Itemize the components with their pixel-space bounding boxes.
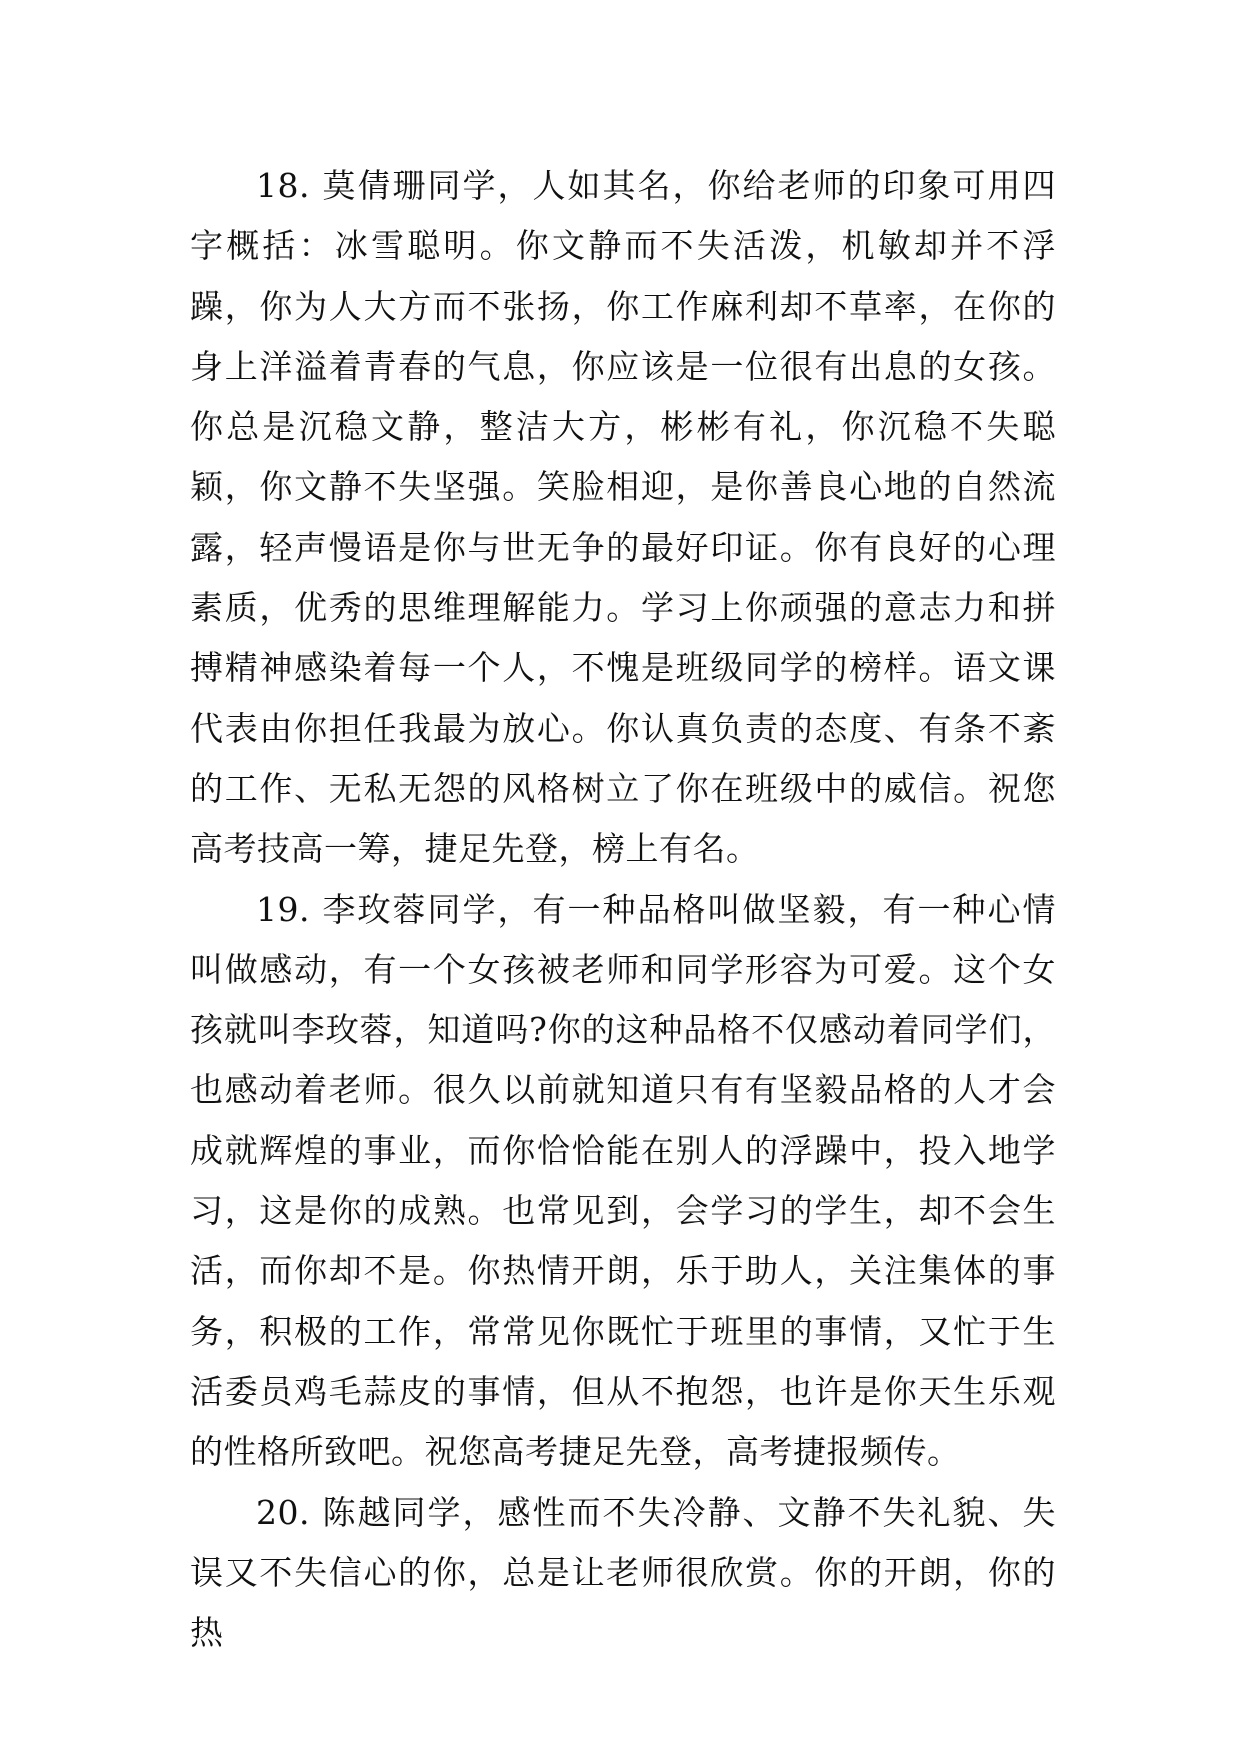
- paragraph-19: 19. 李玫蓉同学，有一种品格叫做坚毅，有一种心情叫做感动，有一个女孩被老师和同学形容为可爱。这个女孩就叫李玫蓉，知道吗?你的这种品格不仅感动着同学们，也感动着老师。很久以前就知道只有有坚毅品格的人才会成就辉煌的事业，而你恰恰能在别人的浮躁中，投入地学习，这是你的成熟。也常见到，会学习的学生，却不会生活，而你却不是。你热情开朗，乐于助人，关注集体的事务，积极的工作，常常见你既忙于班里的事情，又忙于生活委员鸡毛蒜皮的事情，但从不抱怨，也许是你天生乐观的性格所致吧。祝您高考捷足先登，高考捷报频传。: [190, 889, 1056, 1472]
- paragraph-18: 18. 莫倩珊同学，人如其名，你给老师的印象可用四字概括：冰雪聪明。你文静而不失活泼，机敏却并不浮躁，你为人大方而不张扬，你工作麻利却不草率，在你的身上洋溢着青春的气息，你应该是一位很有出息的女孩。你总是沉稳文静，整洁大方，彬彬有礼，你沉稳不失聪颖，你文静不失坚强。笑脸相迎，是你善良心地的自然流露，轻声慢语是你与世无争的最好印证。你有良好的心理素质，优秀的思维理解能力。学习上你顽强的意志力和拼搏精神感染着每一个人，不愧是班级同学的榜样。语文课代表由你担任我最为放心。你认真负责的态度、有条不紊的工作、无私无怨的风格树立了你在班级中的威信。祝您高考技高一筹，捷足先登，榜上有名。: [190, 166, 1056, 869]
- paragraph-20: 20. 陈越同学，感性而不失冷静、文静不失礼貌、失误又不失信心的你，总是让老师很欣赏。你的开朗，你的热: [190, 1492, 1056, 1653]
- document-body: [190, 156, 1056, 1663]
